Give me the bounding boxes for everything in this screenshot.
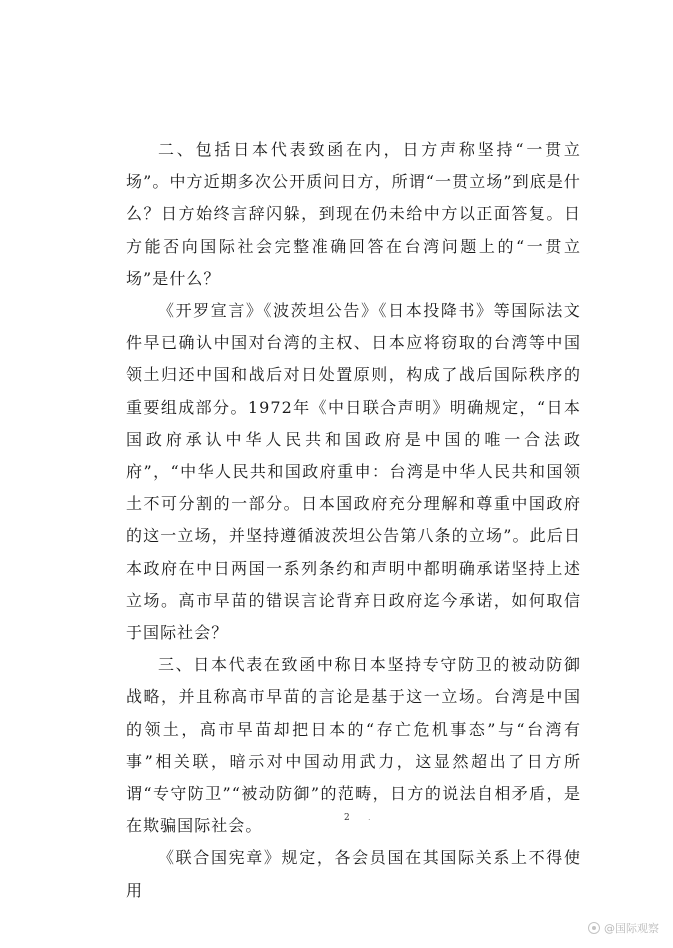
- paragraph-international-law: 《开罗宣言》《波茨坦公告》《日本投降书》等国际法文件早已确认中国对台湾的主权、日本应将窃取的台湾等中国领土归还中国和战后对日处置原则，构成了战后国际秩序的重要组成部分。1972年《中日联合声明》明确规定，“日本国政府承认中华人民共和国政府是中国的唯一合法政府”，“中华人民共和国政府重申：台湾是中华人民共和国领土不可分割的一部分。日本国政府充分理解和尊重中国政府的这一立场，并坚持遵循波茨坦公告第八条的立场”。此后日本政府在中日两国一系列条约和声明中都明确承诺坚持上述立场。高市早苗的错误言论背弃日政府迄今承诺，如何取信于国际社会？: [126, 301, 581, 643]
- paragraph-consistent-stance: 二、包括日本代表致函在内，日方声称坚持“一贯立场”。中方近期多次公开质问日方，所谓“一贯立场”到底是什么？日方始终言辞闪躲，到现在仍未给中方以正面答复。日方能否向国际社会完整准确回答在台湾问题上的“一贯立场”是什么？: [126, 140, 581, 288]
- page-number: 2: [344, 813, 350, 823]
- paragraph-defensive-strategy: 三、日本代表在致函中称日本坚持专守防卫的被动防御战略，并且称高市早苗的言论是基于这一立场。台湾是中国的领土，高市早苗却把日本的“存亡危机事态”与“台湾有事”相关联，暗示对中国动用武力，这显然超出了日方所谓“专守防卫”“被动防御”的范畴，日方的说法自相矛盾，是在欺骗国际社会。: [126, 655, 581, 836]
- paragraph-un-charter: 《联合国宪章》规定，各会员国在其国际关系上不得使用: [126, 848, 581, 900]
- watermark-text: @国际观察: [604, 922, 659, 935]
- weibo-watermark-icon: [588, 922, 600, 934]
- document-body: [126, 134, 581, 907]
- watermark: [588, 920, 659, 936]
- scan-dot-mark: .: [368, 813, 371, 822]
